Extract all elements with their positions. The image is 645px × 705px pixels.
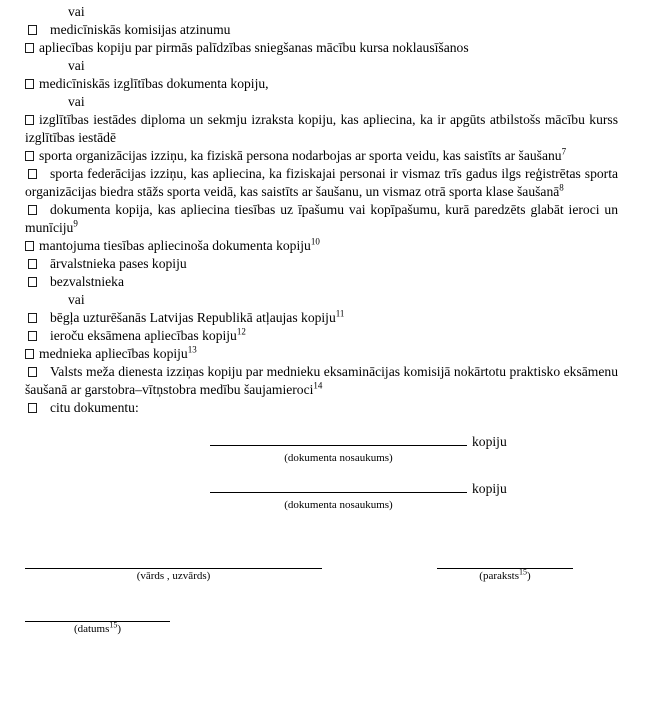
checkbox[interactable] [28,169,37,179]
checkbox[interactable] [28,259,37,269]
footnote-ref: 7 [561,146,567,157]
checklist-item [25,345,618,363]
signature-caption: (paraksts$^{15}$) [479,567,531,582]
fill-caption: (dokumenta nosaukums) [284,499,393,511]
checklist-item [25,147,618,165]
item-label: izglītības iestādes diploma un sekmju izraksta kopiju, kas apliecina, ka ir apgūts atbilstošs mācību kurss izglītības iestādē [25,112,618,145]
checkbox[interactable] [28,277,37,287]
signature-section [25,555,618,637]
checklist-item [25,237,618,255]
checklist-item [25,111,618,147]
item-label: bezvalstnieka [50,274,124,289]
vai-connector: vai [68,4,85,19]
footnote-ref: 12 [236,326,246,337]
footnote-ref: 14 [313,380,323,391]
checkbox[interactable] [25,151,34,161]
checklist-item [25,327,618,345]
item-label: sporta organizācijas izziņu, ka fiziskā persona nodarbojas ar sporta veidu, kas saistīts ar šaušanu [39,148,562,163]
document-name-blank-line[interactable] [210,481,467,493]
footnote-ref: 8 [559,182,564,193]
fill-in-section [25,433,618,513]
checkbox[interactable] [28,331,37,341]
item-label: sporta federācijas izziņu, kas apliecina, ka fiziskajai personai ir vismaz trīs gadus ilgs reģistrētas sporta organizācijas biedra stāžs sporta veidā, kas saistīts ar šaušanu, un vismaz otrā sporta klase šaušanā [25,166,618,199]
name-blank-line[interactable] [25,555,322,569]
checkbox[interactable] [25,43,34,53]
footnote-ref: 13 [187,344,197,355]
checklist-item [25,201,618,237]
checklist-item [25,39,618,57]
name-signature-field [25,555,322,584]
item-label: Valsts meža dienesta izziņas kopiju par mednieku eksaminācijas komisijā nokārtotu praktisko eksāmenu šaušanā ar garstobra–vītņstobra medību šaujamieroci [25,364,618,397]
footnote-ref: 11 [335,308,345,319]
checklist-item [25,255,618,273]
vai-connector: vai [68,94,85,109]
name-caption: (vārds , uzvārds) [136,570,211,582]
checklist-item [25,309,618,327]
vai-connector: vai [68,292,85,307]
checkbox[interactable] [28,403,37,413]
document-name-blank-line[interactable] [210,434,467,446]
signature-field [437,555,573,584]
checklist-item [25,273,618,291]
item-label: mednieka apliecības kopiju [39,346,188,361]
item-label: ārvalstnieka pases kopiju [50,256,187,271]
date-blank-line[interactable] [25,608,170,622]
signature-blank-line[interactable] [437,555,573,569]
checklist [25,3,618,417]
checkbox[interactable] [28,205,37,215]
checkbox[interactable] [25,241,34,251]
checklist-item [25,399,618,417]
fill-row [210,433,618,451]
checkbox[interactable] [25,349,34,359]
checklist-item [25,363,618,399]
item-label: ieroču eksāmena apliecības kopiju [50,328,237,343]
fill-suffix: kopiju [472,481,507,496]
checkbox[interactable] [25,79,34,89]
fill-suffix: kopiju [472,434,507,449]
checklist-item [25,165,618,201]
item-label: dokumenta kopija, kas apliecina tiesības uz īpašumu vai kopīpašumu, kurā paredzēts glabāt ieroci un munīciju [25,202,618,235]
date-caption: (datums$^{15}$) [73,620,122,635]
fill-caption: (dokumenta nosaukums) [284,452,393,464]
checkbox[interactable] [28,367,37,377]
item-label: citu dokumentu: [50,400,139,415]
fill-row [210,480,618,498]
footnote-ref: 15 [519,567,528,577]
item-label: bēgļa uzturēšanās Latvijas Republikā atļaujas kopiju [50,310,336,325]
item-label: apliecības kopiju par pirmās palīdzības sniegšanas mācību kursa noklausīšanos [39,40,469,55]
item-label: medicīniskās izglītības dokumenta kopiju, [39,76,269,91]
vai-connector: vai [68,58,85,73]
footnote-ref: 9 [73,218,78,229]
item-label: mantojuma tiesības apliecinoša dokumenta kopiju [39,238,311,253]
checkbox[interactable] [25,115,34,125]
item-label: medicīniskās komisijas atzinumu [50,22,231,37]
checklist-item [25,75,618,93]
checklist-item [25,21,618,39]
footnote-ref: 10 [310,236,320,247]
checkbox[interactable] [28,25,37,35]
date-field [25,608,170,637]
checkbox[interactable] [28,313,37,323]
footnote-ref: 15 [109,620,118,630]
